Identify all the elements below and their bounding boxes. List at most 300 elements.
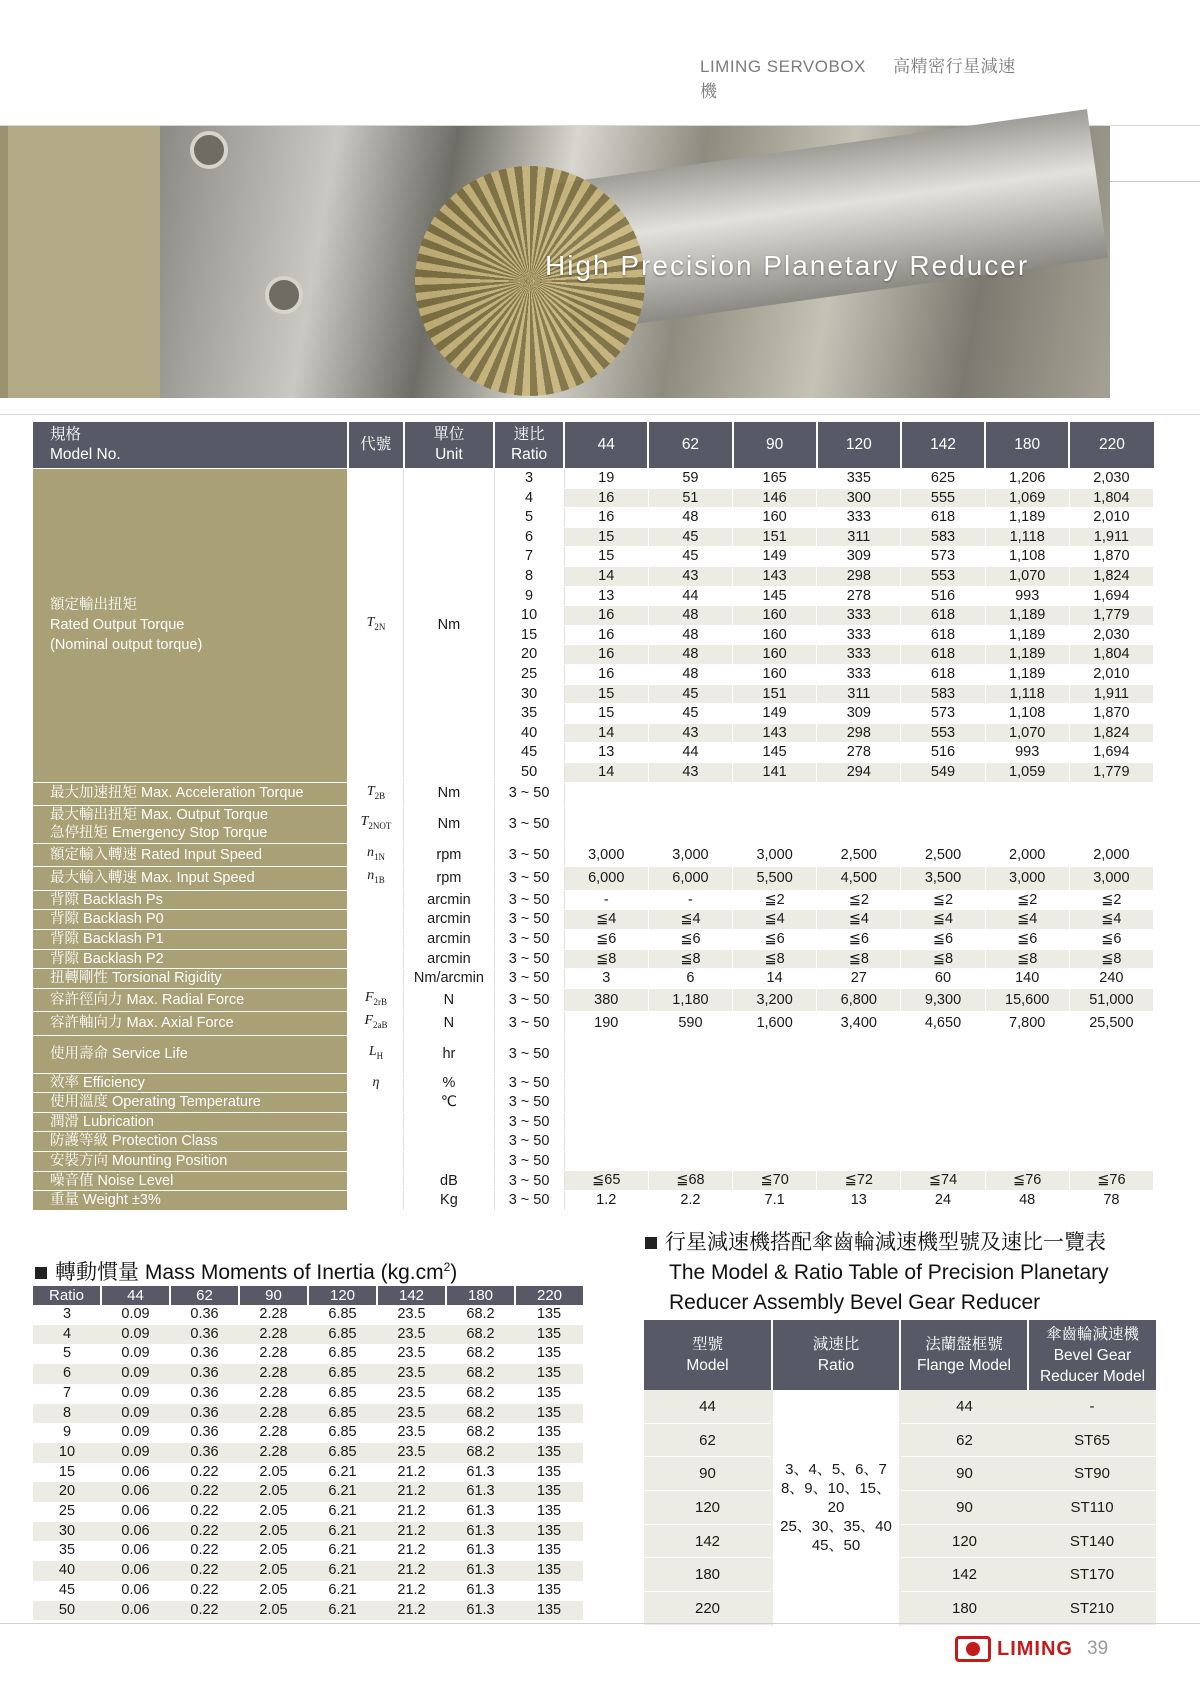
spec-value: ≦6 [733,930,817,950]
spec-value: 298 [817,566,901,586]
spec-header-row [33,422,1154,469]
spec-value: ≦65 [564,1171,648,1191]
spec-value: 993 [985,743,1069,763]
spec-value: 15 [564,527,648,547]
spec-value: 15 [564,684,648,704]
inertia-cell: 21.2 [377,1561,446,1581]
inertia-cell: 135 [515,1443,583,1463]
bevel-row [644,1457,1156,1491]
spec-value: 14 [733,969,817,989]
spec-unit: arcmin [404,930,494,950]
spec-value: 1,600 [733,1012,817,1035]
spec-value: 160 [733,508,817,528]
spec-value: 333 [817,625,901,645]
inertia-cell: 0.06 [101,1601,170,1621]
spec-code: $F_{2aB}$ [348,1012,404,1035]
inertia-cell: 6.21 [308,1522,377,1542]
spec-value: 15 [564,704,648,724]
inertia-cell: 135 [515,1364,583,1384]
bevel-flange: 180 [900,1592,1028,1626]
inertia-cell: 0.22 [190,1503,219,1520]
spec-value: ≦4 [648,910,732,930]
spec-value: ≦6 [648,930,732,950]
spec-value: 145 [733,586,817,606]
inertia-cell: 61.3 [446,1482,515,1502]
spec-value: 311 [817,527,901,547]
bevel-model: 220 [644,1592,772,1626]
spec-value: 1,206 [985,469,1069,489]
spec-code [348,930,404,950]
banner-edge [0,126,8,398]
spec-value: ≦6 [564,930,648,950]
spec-row-service-life-label: 使用壽命 Service Life [33,1035,348,1073]
spec-value: 3,000 [733,844,817,867]
bolt-image [265,276,303,314]
inertia-header-cell: Ratio [33,1286,101,1305]
inertia-cell: 68.2 [446,1364,515,1384]
spec-code: $T_{2N}$ [348,469,404,783]
inertia-cell: 2.28 [239,1443,308,1463]
spec-value: ≦72 [817,1171,901,1191]
spec-value: 1,189 [985,664,1069,684]
bevel-header-model: 型號 Model [644,1320,772,1390]
spec-value: 16 [564,625,648,645]
header-model: 規格 Model No. [33,422,348,469]
spec-value: 143 [733,566,817,586]
bevel-row [644,1524,1156,1558]
spec-unit: dB [404,1171,494,1191]
spec-value: 160 [733,664,817,684]
inertia-cell: 21.2 [377,1601,446,1621]
spec-ratio: 3 ~ 50 [494,1073,564,1093]
spec-value: 573 [901,704,985,724]
inertia-cell: 21.2 [397,1542,426,1559]
spec-value: 48 [648,645,732,665]
spec-ratio: 3 ~ 50 [494,782,564,805]
spec-table [33,422,1154,1211]
spec-value: 333 [817,606,901,626]
inertia-cell: 6.85 [328,1306,357,1322]
inertia-header-cell: 180 [446,1286,515,1305]
spec-code: $F_{2rB}$ [348,988,404,1011]
inertia-cell: 6.85 [308,1364,377,1384]
spec-value: 13 [817,1191,901,1211]
inertia-cell: 61.3 [466,1581,495,1598]
inertia-cell: 6.21 [328,1581,357,1598]
bevel-reducer-model: ST90 [1028,1457,1156,1491]
inertia-cell: 0.06 [101,1482,170,1502]
inertia-cell: 0.36 [170,1325,239,1345]
bevel-flange: 142 [900,1558,1028,1592]
spec-value: 48 [648,606,732,626]
inertia-cell: 6.21 [328,1503,357,1520]
spec-value: ≦8 [985,949,1069,969]
rated-torque-label: 額定輸出扭矩 Rated Output Torque (Nominal output torque) [33,469,348,783]
spec-value: ≦4 [733,910,817,930]
inertia-cell: 23.5 [377,1404,446,1424]
spec-value: ≦74 [901,1171,985,1191]
inertia-cell: 135 [515,1561,583,1581]
spec-value: 15 [564,547,648,567]
header-model-120: 120 [817,422,901,469]
inertia-cell: 6.85 [328,1384,357,1401]
spec-value: 300 [817,488,901,508]
inertia-cell: 0.36 [190,1384,219,1401]
spec-value: 2,500 [901,844,985,867]
bevel-row [644,1558,1156,1592]
spec-value: 151 [733,527,817,547]
bevel-header-flange: 法蘭盤框號 Flange Model [900,1320,1028,1390]
spec-ratio: 3 ~ 50 [494,988,564,1011]
bevel-reducer-model: - [1028,1390,1156,1423]
spec-value: 1,189 [985,645,1069,665]
spec-row-rated-torque [33,469,1154,489]
spec-value: ≦4 [901,910,985,930]
spec-value: 44 [648,586,732,606]
spec-unit: Nm/arcmin [404,969,494,989]
spec-ratio: 3 ~ 50 [494,1112,564,1132]
spec-value: 590 [648,1012,732,1035]
inertia-header-cell: 62 [170,1286,239,1305]
spec-value: 618 [901,606,985,626]
spec-row-label: 重量 Weight ±3% [33,1191,348,1211]
spec-ratio: 3 ~ 50 [494,1093,564,1113]
banner-title: High Precision Planetary Reducer [545,250,1030,281]
inertia-cell: 0.36 [170,1364,239,1384]
spec-value: 14 [564,723,648,743]
spec-value: 583 [901,527,985,547]
spec-row-label: 效率 Efficiency [33,1073,348,1093]
spec-code [348,890,404,910]
spec-value: 141 [733,762,817,782]
inertia-row [33,1384,583,1404]
inertia-row [33,1404,583,1424]
spec-value: ≦4 [564,910,648,930]
inertia-row [33,1482,583,1502]
spec-value: 618 [901,645,985,665]
inertia-row [33,1423,583,1443]
spec-unit: Kg [404,1191,494,1211]
inertia-cell: 6.85 [308,1443,377,1463]
spec-row [33,969,1154,989]
inertia-cell: 61.3 [446,1522,515,1542]
inertia-cell: 0.09 [101,1325,170,1345]
inertia-cell: 23.5 [377,1325,446,1345]
spec-code [348,1093,404,1113]
inertia-cell: 6.21 [308,1482,377,1502]
bevel-row [644,1592,1156,1626]
spec-value: 45 [648,547,732,567]
spec-ratio: 4 [494,488,564,508]
spec-value: 51 [648,488,732,508]
spec-value: 151 [733,684,817,704]
header-model-62: 62 [648,422,732,469]
bevel-row [644,1491,1156,1525]
spec-ratio: 35 [494,704,564,724]
spec-value: 333 [817,664,901,684]
spec-value: 1,180 [648,988,732,1011]
spec-value: 1,824 [1069,566,1153,586]
inertia-cell: 135 [536,1503,562,1520]
inertia-cell: 2.28 [259,1424,288,1441]
inertia-row [33,1344,583,1364]
spec-row-label: 最大輸入轉速 Max. Input Speed [33,867,348,890]
spec-value: ≦2 [733,890,817,910]
divider [0,1623,1200,1624]
spec-value: 2,010 [1069,508,1153,528]
inertia-cell: 2.28 [259,1384,288,1401]
inertia-cell: 0.36 [190,1345,219,1362]
spec-ratio: 3 ~ 50 [494,1012,564,1035]
spec-row [33,844,1154,867]
inertia-cell: 2.05 [239,1561,308,1581]
spec-ratio: 3 ~ 50 [494,1191,564,1211]
spec-value: 2,030 [1069,625,1153,645]
spec-value: 16 [564,645,648,665]
spec-value: 1.2 [564,1191,648,1211]
spec-value: 13 [564,586,648,606]
inertia-cell: 6.85 [328,1345,357,1362]
inertia-cell: 61.3 [466,1542,495,1559]
spec-value: 1,069 [985,488,1069,508]
spec-row-label: 背隙 Backlash Ps [33,890,348,910]
spec-value: 555 [901,488,985,508]
bevel-reducer-model: ST140 [1028,1524,1156,1558]
header-unit: 單位 Unit [404,422,494,469]
spec-value: 1,189 [985,508,1069,528]
header-model-142: 142 [901,422,985,469]
spec-value: 1,070 [985,566,1069,586]
spec-ratio: 8 [494,566,564,586]
spec-ratio: 3 ~ 50 [494,867,564,890]
inertia-cell: 135 [536,1424,562,1441]
spec-value: - [564,890,648,910]
inertia-cell: 5 [62,1345,72,1362]
spec-row-label: 背隙 Backlash P0 [33,910,348,930]
inertia-cell: 0.06 [101,1561,170,1581]
spec-value: 380 [564,988,648,1011]
spec-value: ≦6 [901,930,985,950]
inertia-cell: 6.21 [328,1542,357,1559]
spec-value: 3,000 [985,867,1069,890]
spec-value: 160 [733,645,817,665]
spec-value: ≦8 [817,949,901,969]
spec-value: 3,500 [901,867,985,890]
bevel-model: 180 [644,1558,772,1592]
spec-value: 1,189 [985,606,1069,626]
inertia-header-cell: 142 [377,1286,446,1305]
inertia-cell: 68.2 [446,1325,515,1345]
spec-value: ≦6 [985,930,1069,950]
inertia-row [33,1463,583,1483]
spec-row-label: 使用溫度 Operating Temperature [33,1093,348,1113]
spec-row [33,988,1154,1011]
inertia-cell: 135 [515,1404,583,1424]
spec-unit: arcmin [404,890,494,910]
spec-row [33,1151,1154,1171]
inertia-cell: 61.3 [446,1601,515,1621]
spec-ratio: 3 ~ 50 [494,1151,564,1171]
spec-unit [404,1151,494,1171]
spec-row [33,1171,1154,1191]
spec-value: 45 [648,527,732,547]
spec-value: 1,804 [1069,488,1153,508]
inertia-title: 轉動慣量 Mass Moments of Inertia $(kg.cm^2)$ [35,1256,457,1286]
bevel-header-row [644,1320,1156,1390]
spec-value: ≦8 [564,949,648,969]
spec-value: 573 [901,547,985,567]
inertia-cell: 9 [62,1424,72,1441]
inertia-row [33,1601,583,1621]
banner [0,126,1110,398]
spec-ratio: 25 [494,664,564,684]
spec-value: 553 [901,723,985,743]
spec-unit: N [404,988,494,1011]
spec-ratio: 3 [494,469,564,489]
spec-value: ≦4 [985,910,1069,930]
spec-value: 6 [648,969,732,989]
header-title: 高精密行星減速機 [700,57,1016,101]
bevel-ratio-list: 3、4、5、6、7 8、9、10、15、20 25、30、35、40 45、50 [772,1390,900,1625]
bevel-flange: 44 [900,1390,1028,1423]
spec-value: 311 [817,684,901,704]
header-model-220: 220 [1069,422,1153,469]
spec-row-max-output-torque-label: 最大輸出扭矩 Max. Output Torque 急停扭矩 Emergency Stop Torque [33,805,348,843]
spec-ratio: 3 ~ 50 [494,1171,564,1191]
inertia-cell: 135 [515,1482,583,1502]
inertia-cell: 135 [536,1306,562,1322]
inertia-cell: 6.21 [308,1601,377,1621]
inertia-cell: 0.06 [121,1581,150,1598]
inertia-cell: 2.05 [259,1542,288,1559]
spec-value: ≦4 [1069,910,1153,930]
spec-row-service-life [33,1035,1154,1073]
banner-right-strip [1110,126,1200,398]
bevel-row [644,1390,1156,1423]
spec-row-label: 背隙 Backlash P1 [33,930,348,950]
spec-value: 516 [901,743,985,763]
inertia-row [33,1325,583,1345]
spec-value: 3 [564,969,648,989]
inertia-cell: 0.22 [170,1601,239,1621]
inertia-cell: 2.28 [259,1306,288,1322]
spec-value: 2,010 [1069,664,1153,684]
footer-brand-name: LIMING [997,1637,1073,1660]
spec-row [33,1191,1154,1211]
spec-value: 1,804 [1069,645,1153,665]
inertia-cell: 0.09 [101,1443,170,1463]
inertia-cell: 10 [33,1443,101,1463]
spec-value: 44 [648,743,732,763]
inertia-cell: 0.09 [101,1404,170,1424]
spec-value: 2,030 [1069,469,1153,489]
inertia-cell: 2.28 [239,1325,308,1345]
spec-ratio: 3 ~ 50 [494,805,564,843]
spec-ratio: 50 [494,762,564,782]
bevel-reducer-model: ST210 [1028,1592,1156,1626]
spec-value: 7.1 [733,1191,817,1211]
inertia-cell: 0.22 [170,1522,239,1542]
inertia-cell: 68.2 [466,1424,495,1441]
spec-value: 516 [901,586,985,606]
spec-value: 6,000 [648,867,732,890]
inertia-row [33,1305,583,1325]
spec-value: 6,800 [817,988,901,1011]
spec-value: 1,118 [985,527,1069,547]
spec-value: ≦2 [1069,890,1153,910]
spec-ratio: 7 [494,547,564,567]
inertia-cell: 135 [536,1581,562,1598]
spec-row-accel-torque [33,782,1154,805]
spec-value: 48 [648,664,732,684]
spec-value: 1,870 [1069,704,1153,724]
bevel-model: 120 [644,1491,772,1525]
spec-row-label: 安裝方向 Mounting Position [33,1151,348,1171]
spec-ratio: 3 ~ 50 [494,1035,564,1073]
spec-value: 993 [985,586,1069,606]
spec-unit: Nm [404,805,494,843]
inertia-cell: 2.05 [239,1522,308,1542]
bevel-flange: 90 [900,1491,1028,1525]
spec-value: ≦6 [817,930,901,950]
inertia-row [33,1522,583,1542]
inertia-cell: 6.21 [308,1561,377,1581]
bevel-reducer-model: ST65 [1028,1423,1156,1457]
spec-value: 3,000 [648,844,732,867]
inertia-cell: 6 [33,1364,101,1384]
spec-code [348,969,404,989]
spec-unit: ℃ [404,1093,494,1113]
spec-value: ≦8 [648,949,732,969]
spec-value: 140 [985,969,1069,989]
inertia-cell: 2.05 [239,1601,308,1621]
spec-value: 3,000 [1069,867,1153,890]
spec-value: 5,500 [733,867,817,890]
spec-value: - [648,890,732,910]
spec-value: 333 [817,508,901,528]
spec-value: 59 [648,469,732,489]
inertia-header-cell: 90 [239,1286,308,1305]
spec-ratio: 40 [494,723,564,743]
inertia-cell: 30 [33,1522,101,1542]
spec-value: 1,870 [1069,547,1153,567]
inertia-row [33,1443,583,1463]
spec-value: 294 [817,762,901,782]
spec-value: 9,300 [901,988,985,1011]
liming-logo-icon [955,1636,991,1662]
inertia-cell: 135 [536,1384,562,1401]
spec-code: $T_{2NOT}$ [348,805,404,843]
spec-value: 45 [648,684,732,704]
inertia-row [33,1581,583,1601]
bevel-title: 行星減速機搭配傘齒輪減速機型號及速比一覽表 The Model & Ratio Table of Precision Planetary Reducer Assembly Bevel Gear Reducer [645,1228,1109,1318]
inertia-cell: 61.3 [446,1561,515,1581]
spec-value: 149 [733,704,817,724]
inertia-cell: 21.2 [377,1482,446,1502]
spec-code [348,949,404,969]
spec-code: $L_H$ [348,1035,404,1073]
spec-value: ≦2 [985,890,1069,910]
spec-unit: % [404,1073,494,1093]
inertia-cell: 0.22 [170,1561,239,1581]
inertia-cell: 0.09 [121,1345,150,1362]
bevel-table [644,1320,1156,1626]
spec-row [33,890,1154,910]
spec-row [33,930,1154,950]
spec-value: 1,779 [1069,606,1153,626]
spec-value: 278 [817,743,901,763]
spec-value: 16 [564,664,648,684]
